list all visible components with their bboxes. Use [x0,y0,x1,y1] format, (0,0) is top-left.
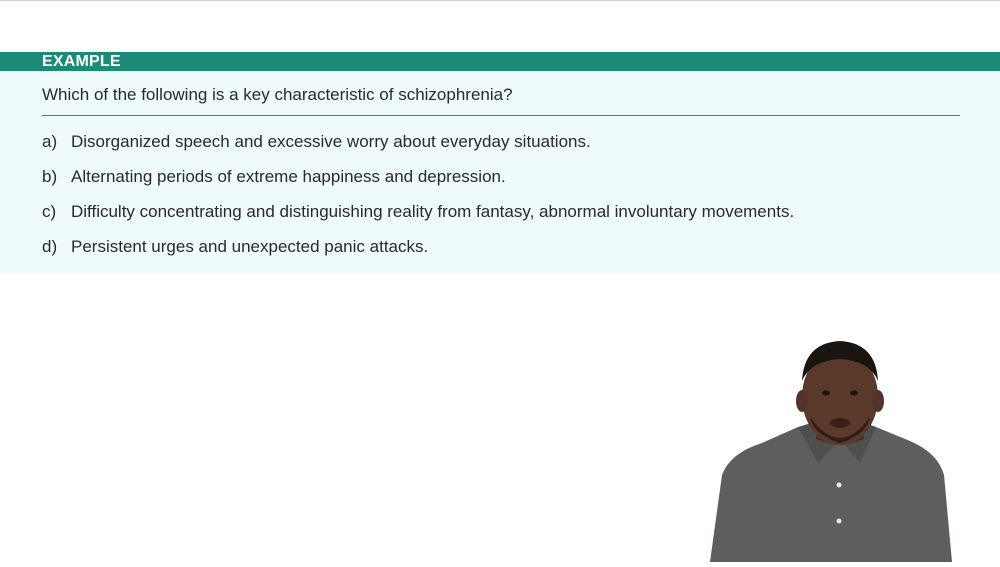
question-text: Which of the following is a key characteristic of schizophrenia? [42,85,513,104]
option-letter: d) [42,237,58,256]
option-text: Disorganized speech and excessive worry about everyday situations. [71,132,591,151]
option-text: Difficulty concentrating and distinguishing reality from fantasy, abnormal involuntary movements. [71,202,795,221]
example-label: EXAMPLE [42,53,121,70]
presenter-video [700,335,960,562]
option-letter: c) [42,202,57,221]
presenter-figure [700,335,960,562]
question-divider [42,115,960,116]
top-border [0,0,1000,1]
example-card [0,52,1000,274]
option-letter: b) [42,167,58,186]
option-text: Persistent urges and unexpected panic attacks. [71,237,429,256]
option-text: Alternating periods of extreme happiness and depression. [71,167,506,186]
example-header-bar [0,52,1000,71]
option-letter: a) [42,132,58,151]
